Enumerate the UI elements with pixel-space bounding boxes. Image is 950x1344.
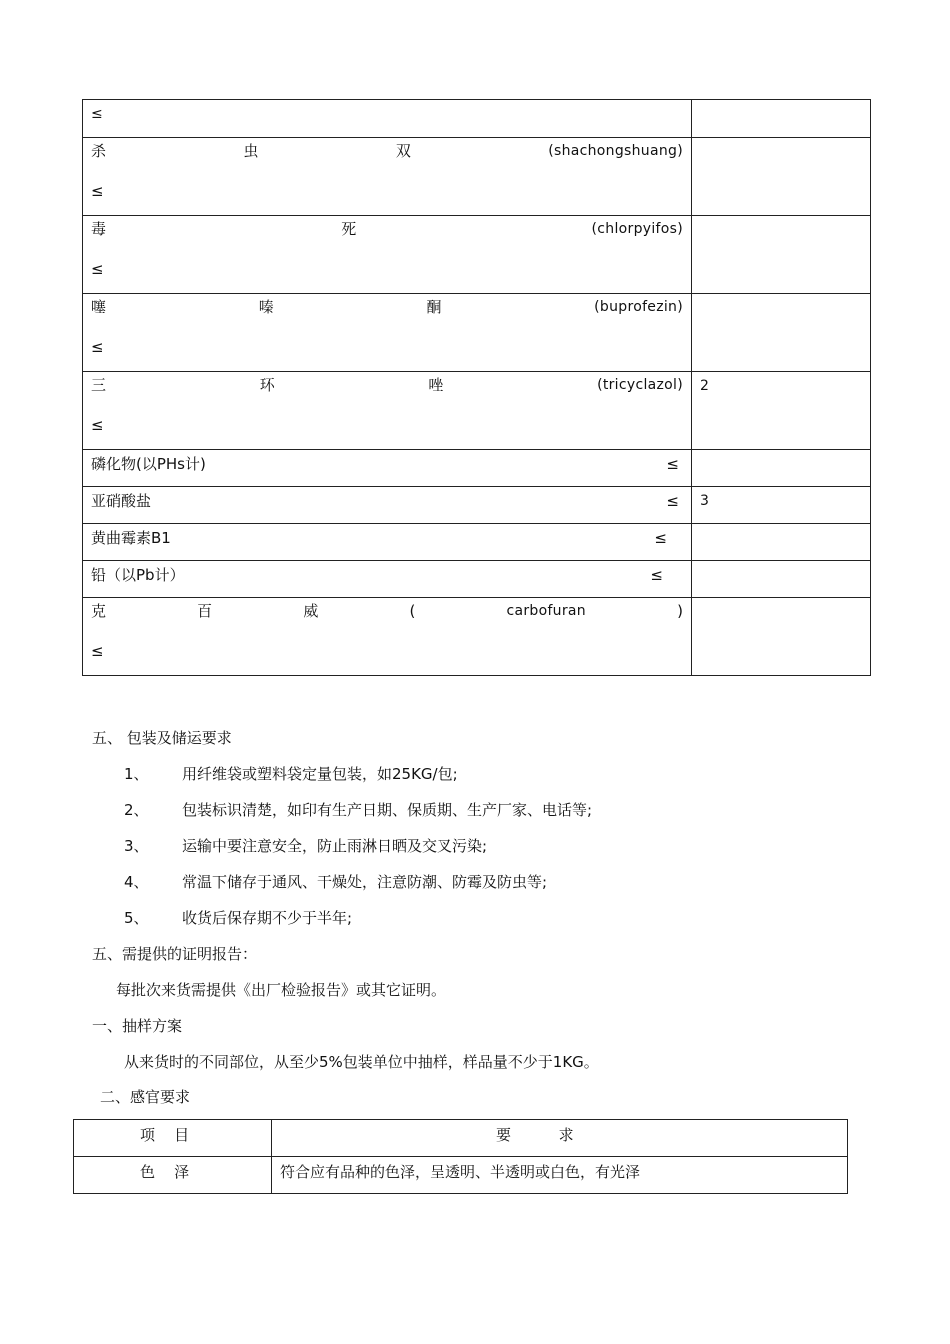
- limit-value: [700, 450, 862, 454]
- name-part: 唑: [428, 376, 444, 394]
- row-name-cell: [83, 294, 692, 372]
- table-row: [74, 1157, 848, 1194]
- row-name-cell: [83, 487, 692, 524]
- row-value-cell: [692, 100, 871, 138]
- row-value-cell: [692, 524, 871, 561]
- certificate-text: 每批次来货需提供《出厂检验报告》或其它证明。: [116, 981, 447, 999]
- substance-name: [91, 216, 683, 239]
- row-value-cell: [692, 598, 871, 676]
- table-row: [83, 216, 871, 294]
- item-text: 包装标识清楚，如印有生产日期、保质期、生产厂家、电话等;: [182, 801, 593, 819]
- sampling-text: 从来货时的不同部位，从至少5%包装单位中抽样，样品量不少于1KG。: [124, 1053, 599, 1071]
- row-name-cell: [83, 100, 692, 138]
- limit-value: [700, 100, 862, 104]
- name-part: carbofuran: [506, 603, 586, 619]
- name-part: 嗪: [258, 298, 274, 316]
- item-number: 2、: [124, 801, 149, 819]
- item-text: 收货后保存期不少于半年;: [182, 909, 353, 927]
- limit-value: [700, 598, 862, 602]
- le-symbol: ≤: [91, 338, 104, 356]
- certificate-heading: 五、需提供的证明报告：: [92, 945, 258, 963]
- list-item: [124, 908, 352, 928]
- row-value-cell: [692, 372, 871, 450]
- item-text: 常温下储存于通风、干燥处，注意防潮、防霉及防虫等;: [182, 873, 548, 891]
- packaging-heading: 五、 包装及储运要求: [92, 729, 232, 747]
- name-part: 双: [395, 142, 411, 160]
- le-symbol: ≤: [91, 182, 104, 200]
- row-value-cell: [692, 138, 871, 216]
- row-name-cell: [83, 216, 692, 294]
- limit-value: 3: [700, 493, 709, 509]
- item-number: 1、: [124, 765, 149, 783]
- limit-value: 2: [700, 378, 709, 394]
- row-value-cell: [692, 561, 871, 598]
- table-header-row: [74, 1120, 848, 1157]
- le-symbol: ≤: [91, 416, 104, 434]
- table-row: [83, 524, 871, 561]
- sampling-heading: 一、抽样方案: [92, 1017, 183, 1035]
- limit-value: [700, 294, 862, 298]
- le-symbol: ≤: [666, 455, 679, 473]
- row-requirement: 符合应有品种的色泽，呈透明、半透明或白色，有光泽: [272, 1157, 848, 1194]
- le-symbol: ≤: [650, 566, 663, 584]
- row-name-cell: [83, 372, 692, 450]
- table-row: [83, 138, 871, 216]
- le-symbol: ≤: [91, 260, 104, 278]
- row-value-cell: [692, 450, 871, 487]
- item-number: 4、: [124, 873, 149, 891]
- le-symbol: ≤: [666, 492, 679, 510]
- substance-name: 黄曲霉素B1: [91, 529, 171, 547]
- table-row: [83, 294, 871, 372]
- name-part: 百: [197, 602, 213, 620]
- item-text: 用纤维袋或塑料袋定量包装，如25KG/包;: [182, 765, 458, 783]
- le-symbol: ≤: [91, 106, 103, 122]
- name-part: (buprofezin): [594, 299, 683, 315]
- limits-table: [82, 99, 871, 676]
- table-row: [83, 100, 871, 138]
- substance-name: [91, 372, 683, 395]
- row-item: 色 泽: [74, 1157, 272, 1194]
- row-value-cell: [692, 294, 871, 372]
- name-part: 杀: [91, 142, 107, 160]
- table-row: [83, 372, 871, 450]
- row-name-cell: [83, 561, 692, 598]
- substance-name: [91, 598, 683, 621]
- limit-value: [700, 138, 862, 142]
- name-part: (shachongshuang): [548, 143, 683, 159]
- name-part: (tricyclazol): [597, 377, 683, 393]
- table-row: [83, 598, 871, 676]
- name-part: 威: [303, 602, 319, 620]
- name-part: 虫: [243, 142, 259, 160]
- row-value-cell: [692, 487, 871, 524]
- name-part: 毒: [91, 220, 107, 238]
- row-name-cell: [83, 138, 692, 216]
- header-requirement: 要 求: [272, 1120, 848, 1157]
- le-symbol: ≤: [654, 529, 667, 547]
- substance-name: [91, 294, 683, 317]
- list-item: [124, 800, 592, 820]
- sensory-heading: 二、感官要求: [100, 1088, 191, 1106]
- name-part: 噻: [91, 298, 107, 316]
- limit-value: [700, 561, 862, 565]
- name-part: ): [677, 602, 683, 620]
- list-item: [124, 764, 458, 784]
- name-part: 死: [341, 220, 357, 238]
- substance-name: 亚硝酸盐: [91, 492, 152, 510]
- le-symbol: ≤: [91, 642, 104, 660]
- name-part: 克: [91, 602, 107, 620]
- item-text: 运输中要注意安全，防止雨淋日晒及交叉污染;: [182, 837, 488, 855]
- table-row: [83, 487, 871, 524]
- row-value-cell: [692, 216, 871, 294]
- substance-name: 磷化物(以PHs计): [91, 455, 206, 473]
- limit-value: [700, 524, 862, 528]
- substance-name: 铅（以Pb计）: [91, 566, 185, 584]
- row-name-cell: [83, 524, 692, 561]
- table-row: [83, 450, 871, 487]
- header-item: 项 目: [74, 1120, 272, 1157]
- table-row: [83, 561, 871, 598]
- list-item: [124, 836, 487, 856]
- row-name-cell: [83, 450, 692, 487]
- list-item: [124, 872, 547, 892]
- limit-value: [700, 216, 862, 220]
- name-part: (: [409, 602, 416, 620]
- substance-name: [91, 138, 683, 161]
- row-name-cell: [83, 598, 692, 676]
- item-number: 5、: [124, 909, 149, 927]
- sensory-table: [73, 1119, 848, 1194]
- name-part: (chlorpyifos): [591, 221, 683, 237]
- name-part: 酮: [426, 298, 442, 316]
- item-number: 3、: [124, 837, 149, 855]
- name-part: 环: [259, 376, 275, 394]
- name-part: 三: [91, 376, 107, 394]
